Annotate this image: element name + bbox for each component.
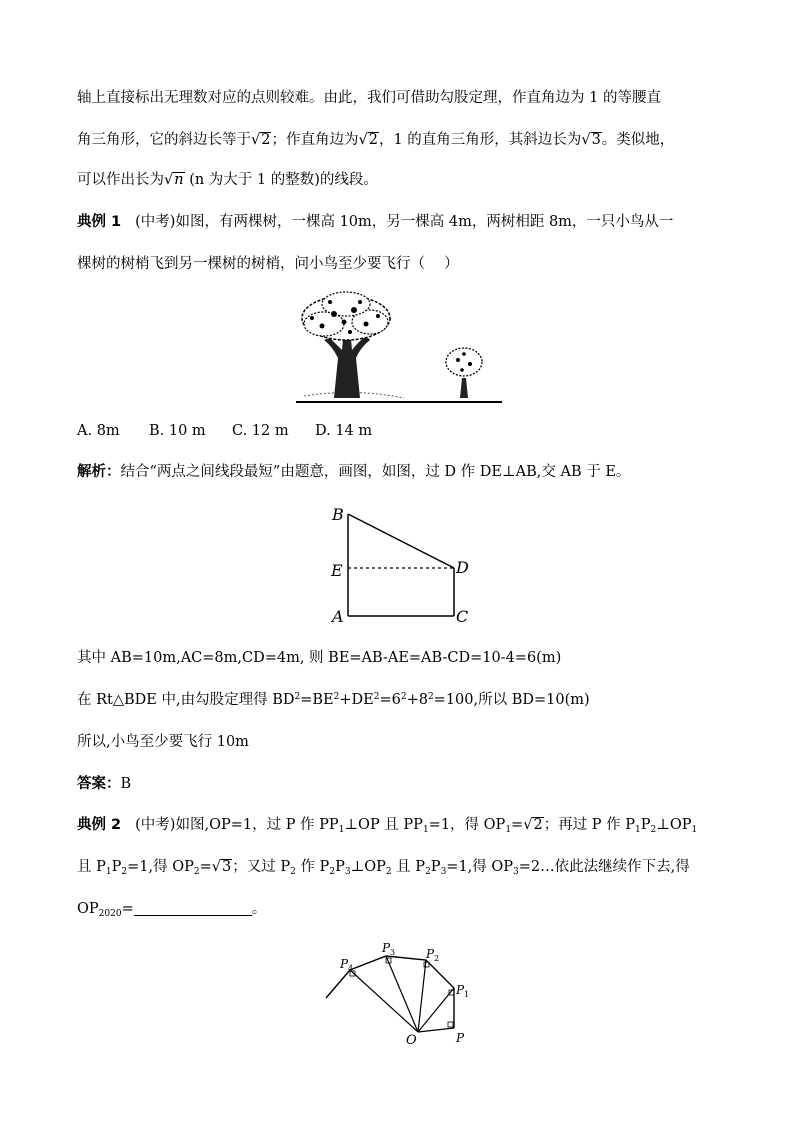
- svg-text:4: 4: [348, 964, 354, 973]
- sqrt-2b: √2: [358, 132, 378, 148]
- label-p2: P: [426, 947, 435, 961]
- trees-figure: [294, 288, 506, 408]
- sqrt-2c: √2: [523, 817, 543, 833]
- example2-label: 典例 2: [77, 817, 122, 833]
- ray-op3: [386, 956, 418, 1032]
- label-d: D: [456, 558, 469, 577]
- example1-label: 典例 1: [77, 214, 122, 230]
- segment-bd: [348, 514, 454, 568]
- example1-calc-2: 在 Rt△BDE 中,由勾股定理得 $BD^2=BE^2+DE^2=6^2+8^2=100$,所以 BD=10(m): [77, 692, 590, 708]
- example1-answer: [77, 774, 727, 794]
- svg-text:1: 1: [464, 990, 470, 999]
- analysis-label: 解析：: [77, 464, 121, 480]
- label-a: A: [332, 607, 344, 626]
- example2-line-1: 典例 2 (中考)如图,OP=1，过 P 作 $PP_1\perp OP$ 且 $PP_1=1$，得 $OP_1=√2$；再过 P 作 $P_1P_2\perp OP_1$: [77, 817, 698, 835]
- sqrt-3b: √3: [211, 859, 232, 875]
- intro-line-1: 轴上直接标出无理数对应的点则较难。由此，我们可借助勾股定理，作直角边为 1 的等腰直: [77, 90, 661, 106]
- sqrt-2: √2: [251, 132, 271, 148]
- sqrt-3: √3: [581, 132, 601, 148]
- label-p: P: [456, 1031, 465, 1045]
- label-p3: P: [382, 941, 391, 955]
- trapezoid-figure: [328, 500, 478, 630]
- example1-calc-1: 其中 AB=10m,AC=8m,CD=4m, 则 BE=AB-AE=AB-CD=10-4=6(m): [77, 650, 562, 666]
- label-e: E: [331, 561, 343, 580]
- spiral-figure: [320, 938, 476, 1048]
- big-tree-canopy: [302, 292, 390, 340]
- option-d: D. 14 m: [315, 423, 373, 439]
- sqrt-n: √n: [164, 172, 184, 188]
- small-tree-trunk: [460, 378, 468, 398]
- label-b: B: [332, 505, 344, 524]
- example1-line-2: 棵树的树梢飞到另一棵树的树梢，问小鸟至少要飞行（ ）: [77, 256, 459, 272]
- ray-op2: [418, 960, 426, 1032]
- example2-line-2: 且 $P_1P_2=1$,得 $OP_2=√3$；又过 $P_2$ 作 $P_2P_3\perp OP_2$ 且 $P_2P_3=1$,得 $OP_3=2\dots$依此法继续作下去,得: [77, 859, 690, 877]
- ray-op: [418, 1028, 454, 1032]
- intro-line-2: 角三角形，它的斜边长等于√2；作直角边为√2，1 的直角三角形，其斜边长为√3。类似地，: [77, 132, 675, 148]
- option-c: C. 12 m: [232, 423, 289, 439]
- example1-options: [77, 421, 727, 441]
- example2-line-3: $OP_{2020}=$ 。: [77, 901, 267, 919]
- label-p1: P: [456, 983, 465, 997]
- small-tree-canopy: [446, 348, 482, 376]
- answer-value: B: [120, 776, 132, 792]
- option-a: A. 8m: [77, 423, 120, 439]
- intro-line-3: 可以作出长为√n (n 为大于 1 的整数)的线段。: [77, 172, 378, 188]
- svg-text:3: 3: [390, 948, 396, 957]
- example1-analysis: 解析：结合“两点之间线段最短”由题意，画图，如图，过 D 作 DE⊥AB,交 AB 于 E。: [77, 464, 631, 480]
- label-p4: P: [340, 957, 349, 971]
- answer-label: 答案：: [77, 776, 121, 792]
- option-b: B. 10 m: [149, 423, 206, 439]
- label-o: O: [406, 1033, 417, 1048]
- answer-blank[interactable]: [134, 901, 252, 916]
- label-c: C: [456, 607, 469, 626]
- svg-text:2: 2: [434, 954, 440, 963]
- ray-op4: [350, 970, 418, 1032]
- example1-calc-3: 所以,小鸟至少要飞行 10m: [77, 734, 249, 750]
- example1-line-1: 典例 1 (中考)如图，有两棵树，一棵高 10m，另一棵高 4m，两树相距 8m，一只小鸟从一: [77, 214, 674, 230]
